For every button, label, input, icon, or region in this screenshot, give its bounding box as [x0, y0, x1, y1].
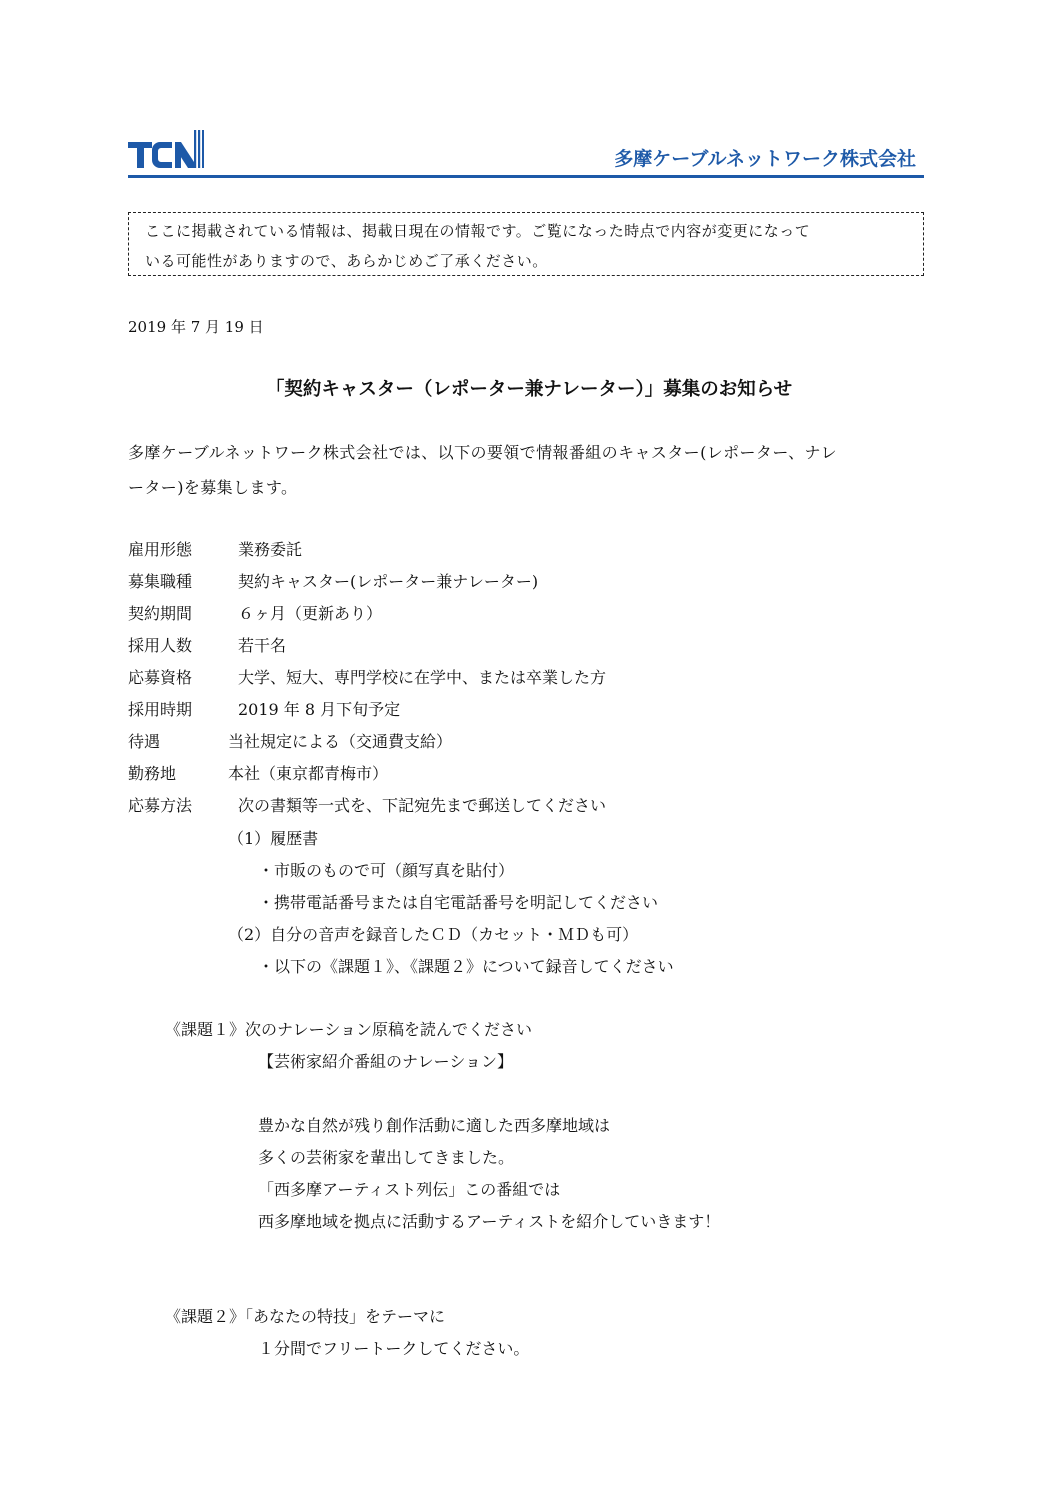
detail-label: 応募方法 — [128, 796, 193, 815]
task1-line: 多くの芸術家を輩出してきました。 — [258, 1148, 515, 1167]
detail-value: 当社規定による（交通費支給） — [228, 732, 453, 751]
intro-line-2: ーター)を募集します。 — [128, 478, 298, 497]
detail-value: 業務委託 — [238, 540, 303, 559]
detail-value: ６ヶ月（更新あり） — [238, 604, 383, 623]
detail-value: 若干名 — [238, 636, 287, 655]
header-rule — [128, 175, 924, 178]
detail-label: 待遇 — [128, 732, 161, 751]
detail-label: 採用時期 — [128, 700, 193, 719]
application-item-1-sub-2: ・携帯電話番号または自宅電話番号を明記してください — [258, 893, 659, 912]
tcn-logo — [128, 128, 204, 170]
task1-line: 「西多摩アーティスト列伝」この番組では — [258, 1180, 561, 1199]
detail-label: 応募資格 — [128, 668, 193, 687]
application-item-2-sub-1: ・以下の《課題１》、《課題２》について録音してください — [258, 957, 674, 976]
disclaimer-box — [128, 212, 924, 276]
detail-value: 次の書類等一式を、下記宛先まで郵送してください — [238, 796, 607, 815]
task1-line: 西多摩地域を拠点に活動するアーティストを紹介していきます！ — [258, 1212, 721, 1231]
disclaimer-line-2: いる可能性がありますので、あらかじめご了承ください。 — [145, 252, 548, 270]
company-name: 多摩ケーブルネットワーク株式会社 — [614, 148, 916, 170]
detail-label: 契約期間 — [128, 604, 193, 623]
detail-label: 募集職種 — [128, 572, 193, 591]
task1-heading: 《課題１》次のナレーション原稿を読んでください — [165, 1020, 533, 1039]
task1-subheading: 【芸術家紹介番組のナレーション】 — [258, 1052, 514, 1071]
publish-date: 2019 年 7 月 19 日 — [128, 318, 264, 336]
intro-line-1: 多摩ケーブルネットワーク株式会社では、以下の要領で情報番組のキャスター(レポーター、ナレ — [128, 443, 837, 462]
detail-label: 採用人数 — [128, 636, 193, 655]
detail-value: 契約キャスター(レポーター兼ナレーター) — [238, 572, 539, 591]
detail-value: 大学、短大、専門学校に在学中、または卒業した方 — [238, 668, 607, 687]
detail-label: 雇用形態 — [128, 540, 193, 559]
task2-heading: 《課題２》「あなたの特技」をテーマに — [165, 1307, 446, 1326]
application-item-1: （1）履歴書 — [228, 829, 319, 848]
application-item-2: （2）自分の音声を録音したＣＤ（カセット・ＭＤも可） — [228, 925, 639, 944]
page-title: 「契約キャスター（レポーター兼ナレーター）」募集のお知らせ — [265, 379, 793, 400]
detail-value: 2019 年 8 月下旬予定 — [238, 700, 401, 719]
disclaimer-line-1: ここに掲載されている情報は、掲載日現在の情報です。ご覧になった時点で内容が変更になって — [145, 222, 811, 240]
task2-line: １分間でフリートークしてください。 — [258, 1339, 530, 1358]
detail-value: 本社（東京都青梅市） — [228, 764, 389, 783]
application-item-1-sub-1: ・市販のもので可（顔写真を貼付） — [258, 861, 515, 880]
detail-label: 勤務地 — [128, 764, 177, 783]
task1-line: 豊かな自然が残り創作活動に適した西多摩地域は — [258, 1116, 611, 1135]
